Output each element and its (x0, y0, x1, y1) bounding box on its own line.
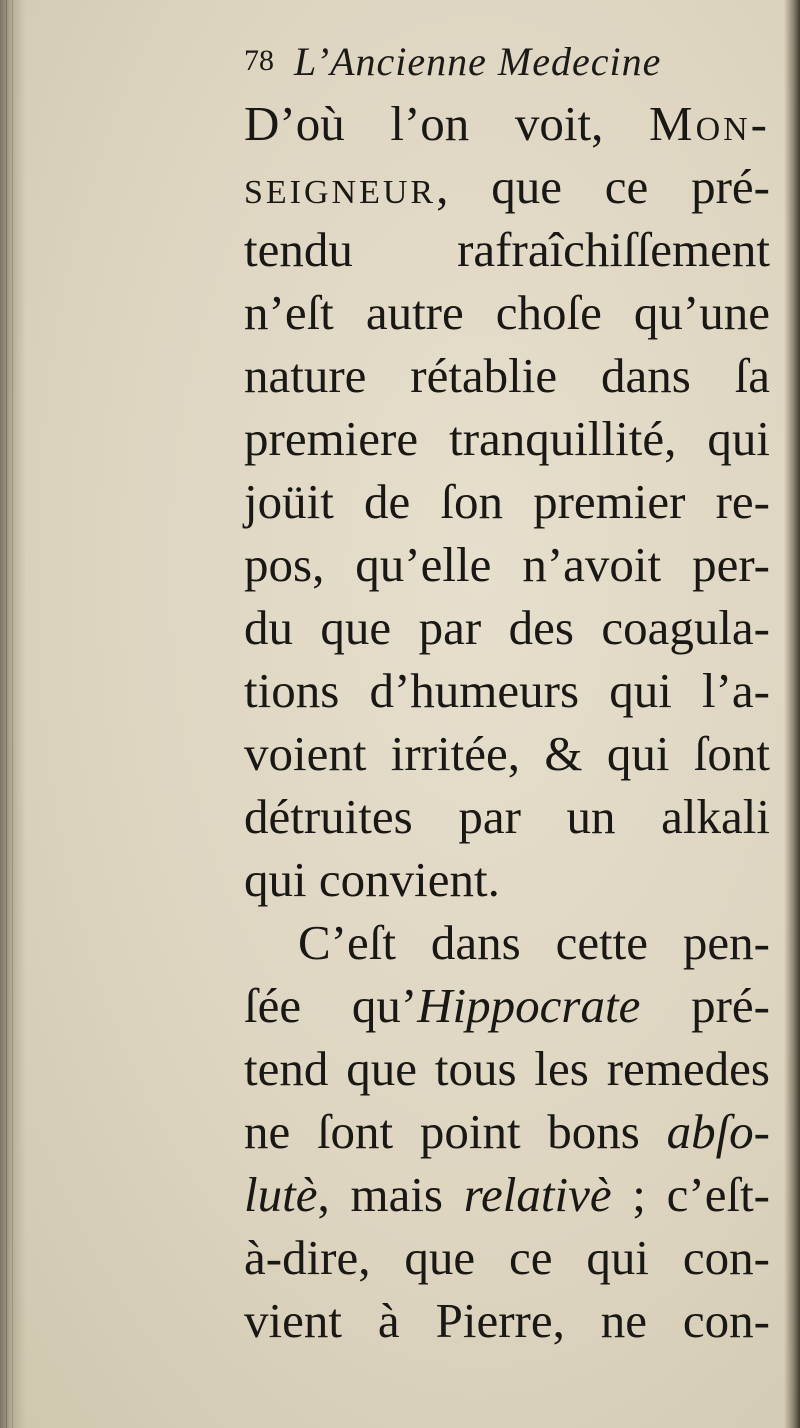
text-line (244, 407, 770, 470)
text-line (244, 344, 770, 407)
text-line (244, 1226, 770, 1289)
italic-text: abſo- (666, 1104, 770, 1159)
text-line (244, 848, 770, 911)
text-span: n’eſt autre choſe qu’une (244, 285, 770, 340)
text-line (244, 1100, 770, 1163)
text-span: voient irritée, & qui ſont (244, 726, 770, 781)
text-span: pré- (640, 978, 770, 1033)
text-line (244, 722, 770, 785)
gutter-line (6, 0, 7, 1428)
text-span: joüit de ſon premier re- (244, 474, 770, 529)
text-line (244, 659, 770, 722)
text-span: tendu rafraîchiſſement (244, 222, 770, 277)
text-line (244, 218, 770, 281)
text-span: ; c’eſt- (611, 1167, 770, 1222)
text-span: , mais (317, 1167, 464, 1222)
text-line (244, 470, 770, 533)
text-span: du que par des coagula- (244, 600, 770, 655)
text-line (244, 1163, 770, 1226)
text-span: nature rétablie dans ſa (244, 348, 770, 403)
running-title: L’Ancienne Medecine (294, 39, 662, 84)
text-line (244, 92, 770, 155)
text-span: tions d’humeurs qui l’a- (244, 663, 770, 718)
page-edge-shadow (784, 0, 800, 1428)
binding-gutter-shadow (0, 0, 26, 1428)
text-line (244, 533, 770, 596)
text-line (244, 155, 770, 218)
text-span: tend que tous les remedes (244, 1041, 770, 1096)
gutter-line (12, 0, 13, 1428)
text-span: , que ce pré- (436, 159, 770, 214)
text-line (244, 1037, 770, 1100)
text-span: pos, qu’elle n’avoit per- (244, 537, 770, 592)
text-line (244, 974, 770, 1037)
text-line (244, 596, 770, 659)
body-text (244, 92, 770, 1352)
text-line (244, 1289, 770, 1352)
text-line (244, 911, 770, 974)
text-line (244, 785, 770, 848)
italic-text: relativè (463, 1167, 612, 1222)
small-caps-text: seigneur (244, 159, 437, 214)
page-number: 78 (244, 44, 274, 77)
italic-text: Hippocrate (417, 978, 641, 1033)
text-span: détruites par un alkali (244, 789, 770, 844)
italic-text: lutè (244, 1167, 318, 1222)
running-head (244, 38, 764, 98)
text-span: premiere tranquillité, qui (244, 411, 770, 466)
text-span: à-dire, que ce qui con- (244, 1230, 770, 1285)
text-span: C’eſt dans cette pen- (298, 915, 770, 970)
text-line (244, 281, 770, 344)
text-span: ne ſont point bons (244, 1104, 667, 1159)
text-span: D’où l’on voit, (244, 96, 649, 151)
small-caps-text: Mon- (649, 96, 770, 151)
text-span: vient à Pierre, ne con- (244, 1293, 770, 1348)
text-span: ſée qu’ (244, 978, 418, 1033)
text-span: qui convient. (244, 852, 500, 907)
